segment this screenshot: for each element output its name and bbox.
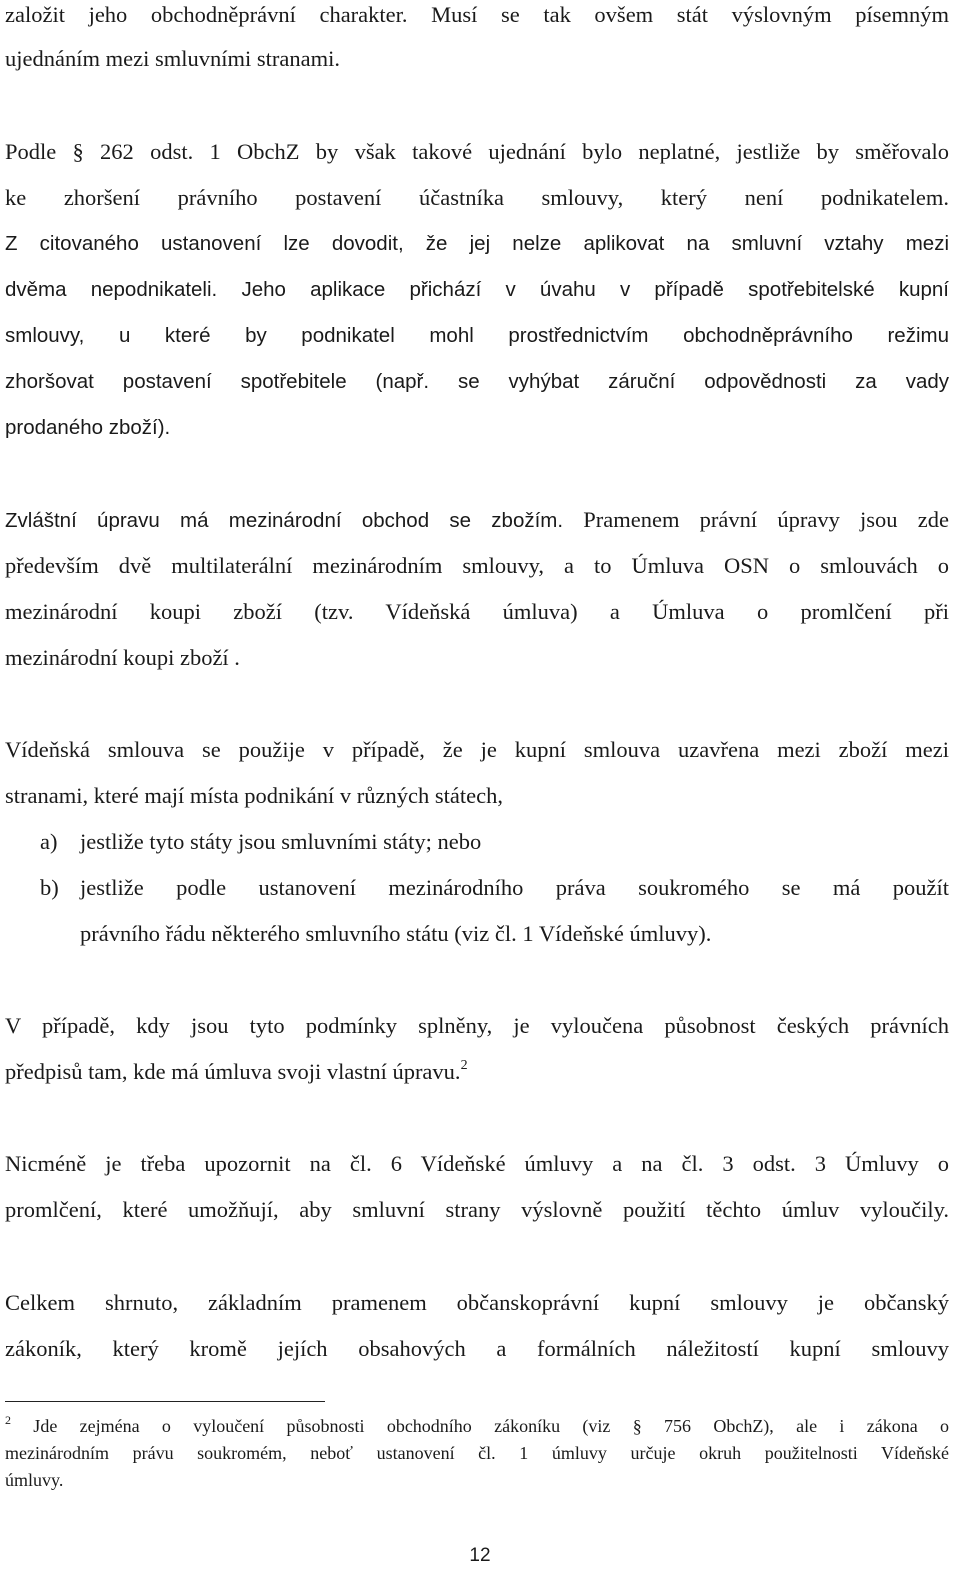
- list-item-b-continuation: právního řádu některého smluvního státu (viz čl. 1 Vídeňské úmluvy).: [80, 921, 712, 946]
- paragraph-5-line-1: V případě, kdy jsou tyto podmínky splněny, je vyloučena působnost českých právních: [5, 1013, 949, 1038]
- footnote-line-2: mezinárodním právu soukromém, neboť ustanovení čl. 1 úmluvy určuje okruh použitelnosti Vídeňské: [5, 1443, 949, 1463]
- paragraph-3-line-1-part-a: Zvláštní úpravu má mezinárodní obchod se zbožím.: [5, 509, 564, 532]
- footnote-divider: [5, 1401, 325, 1402]
- paragraph-1-line-1: založit jeho obchodněprávní charakter. Musí se tak ovšem stát výslovným písemným: [5, 2, 949, 27]
- paragraph-5-line-2: [5, 1057, 949, 1087]
- paragraph-2-line-4-part-a: dvěma nepodnikateli.: [5, 278, 218, 301]
- list-item-a-text: jestliže tyto státy jsou smluvními státy; nebo: [80, 829, 482, 854]
- footnote-line-1-text: Jde zejména o vyloučení působnosti obchodního zákoníku (viz § 756 ObchZ), ale i zákona o: [11, 1416, 949, 1436]
- list-item-b: [40, 873, 949, 903]
- footnote-line-3: úmluvy.: [5, 1470, 64, 1490]
- paragraph-2-line-2: ke zhoršení právního postavení účastníka smlouvy, který není podnikatelem.: [5, 185, 949, 210]
- paragraph-3-line-4: mezinárodní koupi zboží .: [5, 645, 240, 670]
- footnote-reference: 2: [460, 1058, 468, 1073]
- paragraph-3-line-3: mezinárodní koupi zboží (tzv. Vídeňská úmluva) a Úmluva o promlčení při: [5, 599, 949, 624]
- paragraph-2-line-5: smlouvy, u které by podnikatel mohl prostřednictvím obchodněprávního režimu: [5, 324, 949, 347]
- footnote-number: 2: [5, 1414, 11, 1427]
- paragraph-6-line-2: promlčení, které umožňují, aby smluvní strany výslovně použití těchto úmluv vyloučily.: [5, 1197, 949, 1222]
- list-item-a: [40, 827, 949, 857]
- paragraph-7-line-1: Celkem shrnuto, základním pramenem občanskoprávní kupní smlouvy je občanský: [5, 1290, 949, 1315]
- list-item-b-text: jestliže podle ustanovení mezinárodního práva soukromého se má použít: [80, 875, 949, 900]
- paragraph-2-line-7: prodaného zboží).: [5, 416, 171, 439]
- paragraph-3-line-2: především dvě multilaterální mezinárodním smlouvy, a to Úmluva OSN o smlouvách o: [5, 553, 949, 578]
- paragraph-1-line-2: ujednáním mezi smluvními stranami.: [5, 46, 340, 71]
- paragraph-5-line-2-text: předpisů tam, kde má úmluva svoji vlastní úpravu.: [5, 1059, 461, 1084]
- paragraph-3-line-1: [5, 505, 949, 535]
- paragraph-2-line-6: zhoršovat postavení spotřebitele (např. se vyhýbat záruční odpovědnosti za vady: [5, 370, 949, 393]
- paragraph-2-line-4: [5, 275, 949, 305]
- paragraph-6-line-1: Nicméně je třeba upozornit na čl. 6 Vídeňské úmluvy a na čl. 3 odst. 3 Úmluvy o: [5, 1151, 949, 1176]
- paragraph-2-line-3: Z citovaného ustanovení lze dovodit, že jej nelze aplikovat na smluvní vztahy mezi: [5, 232, 949, 255]
- paragraph-3-line-1-part-b: Pramenem právní úpravy jsou zde: [563, 507, 949, 532]
- paragraph-2-line-1: Podle § 262 odst. 1 ObchZ by však takové ujednání bylo neplatné, jestliže by směřovalo: [5, 139, 949, 164]
- list-item-b-marker: b): [40, 875, 59, 900]
- paragraph-4-line-2: stranami, které mají místa podnikání v různých státech,: [5, 783, 503, 808]
- paragraph-4-line-1: Vídeňská smlouva se použije v případě, že je kupní smlouva uzavřena mezi zboží mezi: [5, 737, 949, 762]
- paragraph-7-line-2: zákoník, který kromě jejích obsahových a formálních náležitostí kupní smlouvy: [5, 1336, 949, 1361]
- list-item-a-marker: a): [40, 829, 58, 854]
- page-number: 12: [469, 1545, 491, 1566]
- footnote-line-1: [5, 1414, 949, 1438]
- paragraph-2-line-4-part-b: Jeho aplikace přichází v úvahu v případě spotřebitelské kupní: [217, 278, 949, 301]
